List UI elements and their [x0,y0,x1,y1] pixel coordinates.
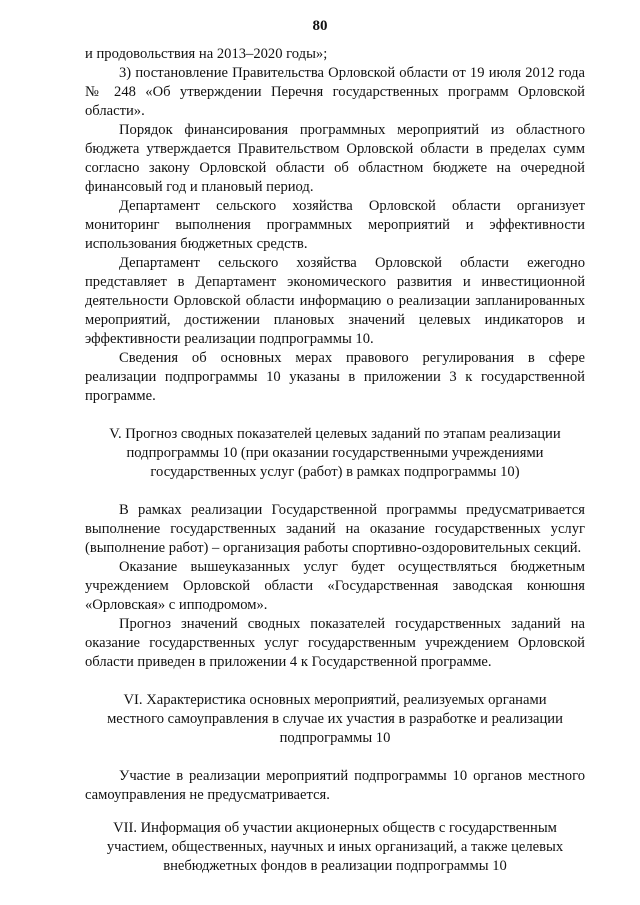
page-number: 80 [312,18,328,34]
paragraph-state-assignments: В рамках реализации Государственной программы предусматривается выполнение государственных заданий на оказание государственных услуг (выполнение работ) – организация работы спортивно-оздоровительных секций. [85,502,585,556]
paragraph-resolution-reference: 3) постановление Правительства Орловской области от 19 июля 2012 года № 248 «Об утверждении Перечня государственных программ Орловской области». [85,65,585,119]
paragraph-forecast: Прогноз значений сводных показателей государственных заданий на оказание государственных услуг государственным учреждением Орловской области приведен в приложении 4 к Государственной программе. [85,616,585,670]
paragraph-continuation: и продовольствия на 2013–2020 годы»; [85,46,328,62]
section-heading-vi: VI. Характеристика основных мероприятий, реализуемых органами местного самоуправления в случае их участия в разработке и реализации подпрограммы 10 [107,692,563,746]
paragraph-local-government: Участие в реализации мероприятий подпрограммы 10 органов местного самоуправления не предусматривается. [85,768,585,803]
document-body [85,45,585,876]
section-heading-v: V. Прогноз сводных показателей целевых заданий по этапам реализации подпрограммы 10 (при оказании государственными учреждениями государственных услуг (работ) в рамках подпрограммы 10) [109,426,561,480]
paragraph-legal-regulation: Сведения об основных мерах правового регулирования в сфере реализации подпрограммы 10 указаны в приложении 3 к государственной программе. [85,350,585,404]
paragraph-monitoring: Департамент сельского хозяйства Орловской области организует мониторинг выполнения программных мероприятий и эффективности использования бюджетных средств. [85,198,585,252]
paragraph-annual-report: Департамент сельского хозяйства Орловской области ежегодно представляет в Департамент экономического развития и инвестиционной деятельности Орловской области информацию о реализации запланированных мероприятий, достижении плановых значений целевых индикаторов и эффективности реализации подпрограммы 10. [85,255,585,347]
section-heading-vii: VII. Информация об участии акционерных обществ с государственным участием, общественных, научных и иных организаций, а также целевых внебюджетных фондов в реализации подпрограммы 10 [106,820,564,874]
paragraph-financing-procedure: Порядок финансирования программных мероприятий из областного бюджета утверждается Правительством Орловской области в пределах сумм согласно закону Орловской области об областном бюджете на очередной финансовый год и плановый период. [85,122,585,195]
paragraph-service-provider: Оказание вышеуказанных услуг будет осуществляться бюджетным учреждением Орловской области «Государственная заводская конюшня «Орловская» с ипподромом». [85,559,585,613]
